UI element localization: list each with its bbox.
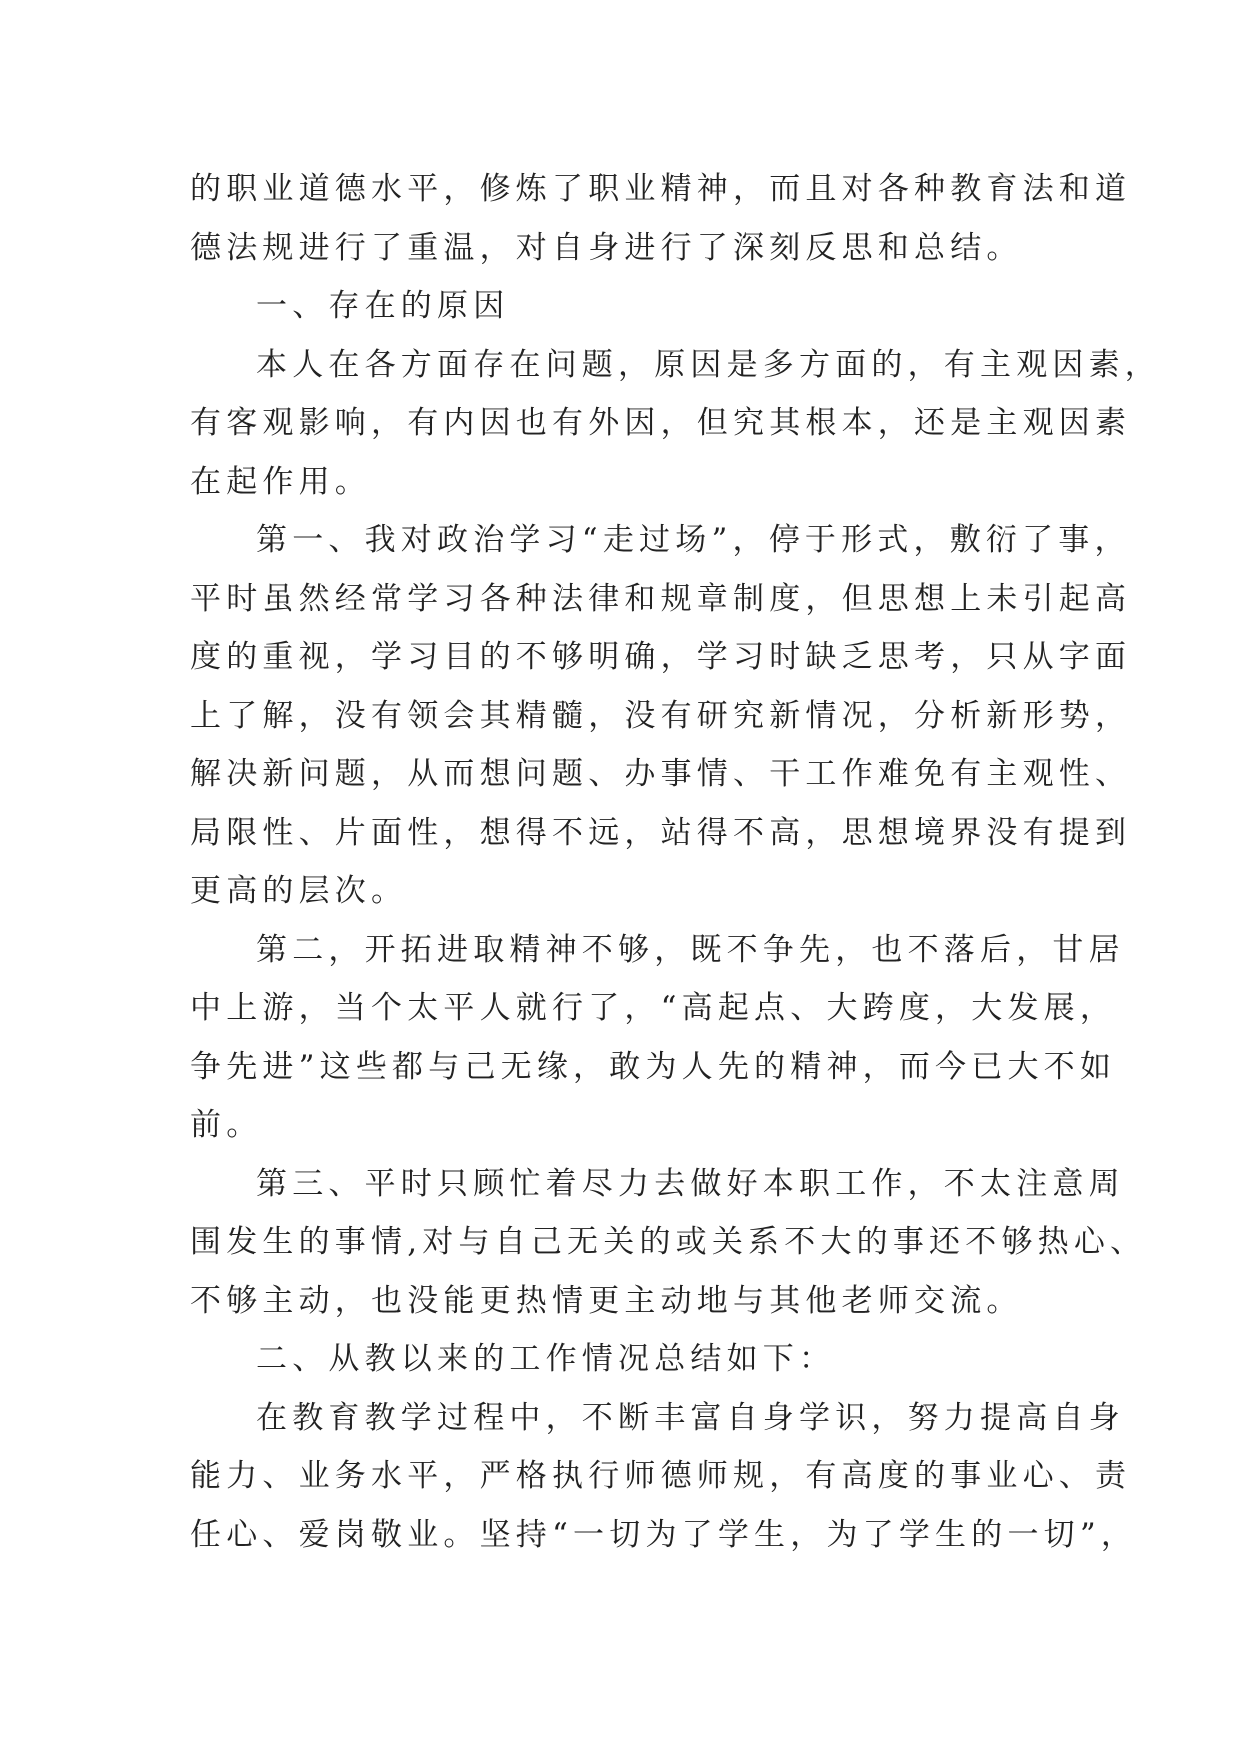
text-line: 度的重视，学习目的不够明确，学习时缺乏思考，只从字面: [190, 639, 1132, 675]
text-line: 在起作用。: [190, 463, 371, 500]
section-heading: 二、从教以来的工作情况总结如下：: [256, 1341, 836, 1377]
text-line: 上了解，没有领会其精髓，没有研究新情况，分析新形势，: [190, 697, 1132, 734]
text-line: 第三、平时只顾忙着尽力去做好本职工作，不太注意周: [256, 1165, 1125, 1202]
text-line: 局限性、片面性，想得不远，站得不高，思想境界没有提到: [190, 814, 1132, 851]
document-body: [190, 160, 1161, 1564]
text-line: 围发生的事情,对与自己无关的或关系不大的事还不够热心、: [190, 1224, 1147, 1260]
text-line: 不够主动，也没能更热情更主动地与其他老师交流。: [190, 1282, 1023, 1319]
text-line: 能力、业务水平，严格执行师德师规，有高度的事业心、责: [190, 1458, 1132, 1494]
text-line: 德法规进行了重温，对自身进行了深刻反思和总结。: [190, 229, 1023, 266]
text-line: 解决新问题，从而想问题、办事情、干工作难免有主观性、: [190, 756, 1132, 792]
text-line: 争先进”这些都与己无缘，敢为人先的精神，而今已大不如: [190, 1048, 1117, 1085]
text-line: 本人在各方面存在问题，原因是多方面的，有主观因素，: [256, 346, 1161, 383]
text-line: 任心、爱岗敬业。坚持“一切为了学生，为了学生的一切”，: [190, 1516, 1138, 1553]
text-line: 有客观影响，有内因也有外因，但究其根本，还是主观因素: [190, 405, 1132, 441]
text-line: 平时虽然经常学习各种法律和规章制度，但思想上未引起高: [190, 580, 1132, 617]
text-line: 前。: [190, 1107, 263, 1143]
text-line: 中上游，当个太平人就行了，“高起点、大跨度，大发展，: [190, 990, 1117, 1026]
text-line: 在教育教学过程中，不断丰富自身学识，努力提高自身: [256, 1399, 1125, 1436]
section-heading: 一、存在的原因: [256, 288, 510, 324]
text-line: 第二，开拓进取精神不够，既不争先，也不落后，甘居: [256, 931, 1125, 968]
text-line: 更高的层次。: [190, 873, 408, 909]
text-line: 第一、我对政治学习“走过场”，停于形式，敷衍了事，: [256, 522, 1131, 558]
text-line: 的职业道德水平，修炼了职业精神，而且对各种教育法和道: [190, 171, 1132, 207]
